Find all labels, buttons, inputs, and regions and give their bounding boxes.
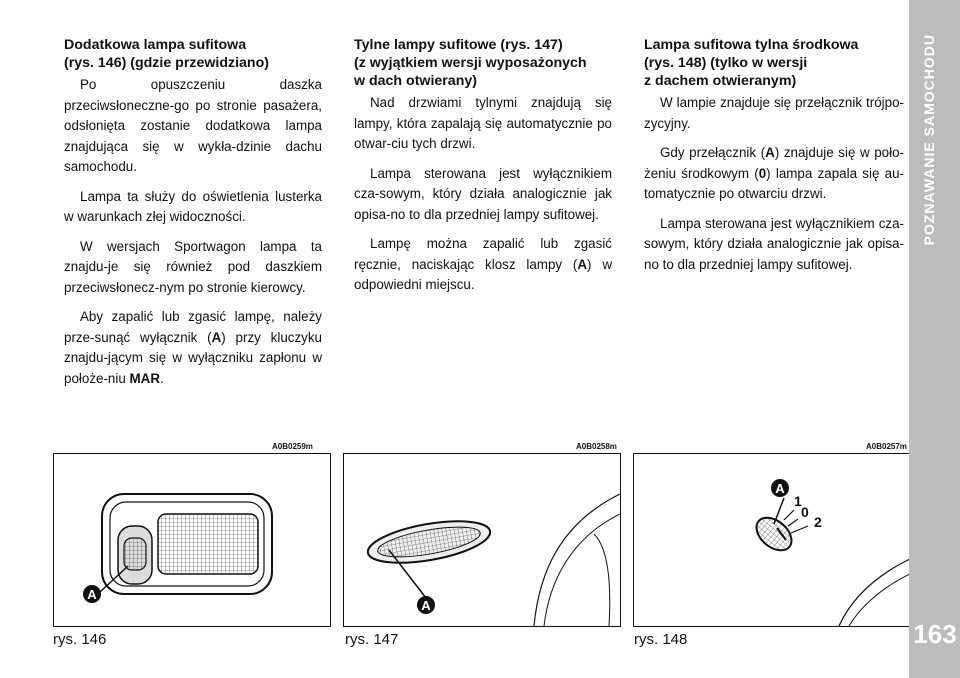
- page-number: 163: [913, 619, 957, 649]
- section-title: POZNAWANIE SAMOCHODU: [921, 34, 937, 246]
- position-1-label: 1: [794, 493, 802, 509]
- position-2-label: 2: [814, 514, 822, 530]
- paragraph: Lampa sterowana jest wyłącznikiem cza-sowym, który działa analogicznie jak opisa-no to dla przedniej lampy sufitowej.: [354, 165, 612, 222]
- figure-code: A0B0257m: [866, 442, 907, 451]
- paragraph: Gdy przełącznik (A) znajduje się w poło-żeniu środkowym (0) lampa zapala się au-tomatycznie po otwarciu drzwi.: [644, 145, 904, 201]
- figure-code: A0B0259m: [272, 442, 313, 451]
- section-heading: Lampa sufitowa tylna środkowa (rys. 148) (tylko w wersji z dachem otwieranym): [644, 37, 859, 89]
- section-sidebar: [909, 0, 960, 678]
- figure-147: [343, 453, 621, 627]
- paragraph: Lampa ta służy do oświetlenia lusterka w warunkach złej widoczności.: [64, 188, 322, 224]
- paragraph: Nad drzwiami tylnymi znajdują się lampy, która zapalają się automatycznie po otwar-ciu tych drzwi.: [354, 95, 612, 151]
- paragraph: Lampa sterowana jest wyłącznikiem cza-sowym, który działa analogicznie jak opisa-no to dla przedniej lampy sufitowej.: [644, 215, 904, 272]
- slide-switch: [124, 538, 146, 570]
- marker-a-label: A: [87, 587, 97, 602]
- paragraph: W lampie znajduje się przełącznik trójpo-zycyjny.: [644, 95, 904, 131]
- lamp-lens: [750, 511, 797, 557]
- section-heading: Tylne lampy sufitowe (rys. 147) (z wyjątkiem wersji wyposażonych w dach otwierany): [354, 37, 587, 89]
- column-3: [644, 36, 904, 284]
- figure-caption: rys. 147: [345, 631, 399, 648]
- figure-148: [633, 453, 911, 627]
- figure-code: A0B0258m: [576, 442, 617, 451]
- paragraph: Lampę można zapalić lub zgasić ręcznie, naciskając klosz lampy (A) w odpowiedni miejscu.: [354, 236, 612, 292]
- paragraph: Aby zapalić lub zgasić lampę, należy prze-sunąć wyłącznik (A) przy kluczyku znajdu-jącym się w wyłączniku zapłonu w położe-niu MAR.: [64, 309, 322, 386]
- section-title-wrap: [921, 34, 947, 274]
- marker-a-label: A: [775, 481, 785, 496]
- figure-caption: rys. 146: [53, 631, 107, 648]
- section-heading: Dodatkowa lampa sufitowa (rys. 146) (gdzie przewidziano): [64, 37, 269, 71]
- position-0-label: 0: [801, 504, 809, 520]
- lamp-lens: [158, 514, 258, 574]
- figure-caption: rys. 148: [634, 631, 688, 648]
- paragraph: W wersjach Sportwagon lampa ta znajdu-je się również pod daszkiem przeciwsłonecz-nym po stronie kierowcy.: [64, 238, 322, 295]
- figure-146: [53, 453, 331, 627]
- column-1: [64, 36, 322, 398]
- column-2: [354, 36, 612, 305]
- marker-a-label: A: [421, 598, 431, 613]
- paragraph: Po opuszczeniu daszka przeciwsłoneczne-go po stronie pasażera, odsłonięta zostanie dodatkowa lampa znajdująca się w wykła-dzinie dachu samochodu.: [64, 77, 322, 174]
